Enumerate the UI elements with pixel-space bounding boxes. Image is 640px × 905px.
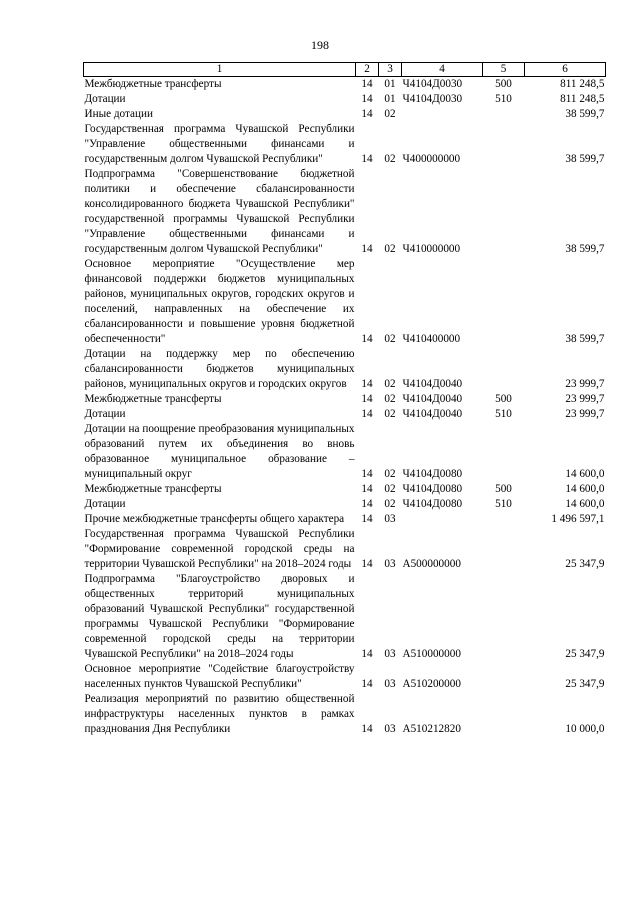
row-name: Подпрограмма "Совершенствование бюджетной политики и обеспечение сбалансированности консолидированного бюджета Чувашской Республики" государственной программы Чувашской Республики "Управление общественными финансами и государственным долгом Чувашской Республики" (84, 168, 355, 255)
row-amount: 38 599,7 (565, 243, 605, 255)
row-section: 03 (384, 648, 396, 660)
row-expense-type (483, 347, 525, 392)
row-target-article: Ч400000000 (402, 153, 461, 165)
row-chapter: 14 (361, 378, 373, 390)
row-target-article: Ч4104Д0030 (402, 78, 463, 90)
row-name: Государственная программа Чувашской Республики "Формирование современной городской среды на территории Чувашской Республики" на 2018–2024 годы (84, 528, 355, 570)
table-row (84, 512, 606, 527)
row-expense-type: 500 (495, 78, 512, 90)
row-target-article: Ч4104Д0080 (402, 498, 463, 510)
row-expense-type (483, 692, 525, 737)
row-chapter: 14 (361, 483, 373, 495)
row-expense-type (483, 527, 525, 572)
row-chapter: 14 (361, 333, 373, 345)
row-section: 02 (384, 393, 396, 405)
header-col-4: 4 (402, 63, 483, 77)
row-expense-type: 500 (495, 393, 512, 405)
table-row (84, 407, 606, 422)
row-amount: 811 248,5 (560, 93, 605, 105)
page-number: 198 (311, 38, 329, 52)
table-row (84, 347, 606, 392)
row-chapter: 14 (361, 243, 373, 255)
row-expense-type (483, 422, 525, 482)
row-amount: 25 347,9 (565, 678, 605, 690)
row-expense-type: 500 (495, 483, 512, 495)
row-name: Основное мероприятие "Осуществление мер финансовой поддержки бюджетов муниципальных районов, муниципальных округов, городских округов и поселений, направленных на обеспечение их сбалансированности и повышение уровня бюджетной обеспеченности" (84, 258, 355, 345)
row-name: Основное мероприятие "Содействие благоустройству населенных пунктов Чувашской Республики" (84, 663, 355, 690)
row-expense-type (483, 572, 525, 662)
row-target-article: А510000000 (402, 648, 461, 660)
row-name: Межбюджетные трансферты (84, 78, 222, 90)
row-section: 03 (384, 513, 396, 525)
row-expense-type: 510 (495, 498, 512, 510)
row-section: 01 (384, 93, 396, 105)
row-chapter: 14 (361, 393, 373, 405)
row-section: 02 (384, 108, 396, 120)
row-section: 03 (384, 558, 396, 570)
row-chapter: 14 (361, 108, 373, 120)
row-amount: 811 248,5 (560, 78, 605, 90)
row-expense-type (483, 257, 525, 347)
table-row (84, 107, 606, 122)
row-name: Дотации (84, 408, 126, 420)
row-section: 02 (384, 378, 396, 390)
row-target-article: Ч4104Д0080 (402, 483, 463, 495)
row-amount: 23 999,7 (565, 408, 605, 420)
row-target-article (402, 512, 483, 527)
table-row (84, 527, 606, 572)
row-amount: 38 599,7 (565, 333, 605, 345)
row-name: Прочие межбюджетные трансферты общего характера (84, 513, 345, 525)
row-target-article: Ч410000000 (402, 243, 461, 255)
row-target-article: Ч4104Д0040 (402, 408, 463, 420)
row-section: 02 (384, 333, 396, 345)
row-amount: 23 999,7 (565, 393, 605, 405)
table-row (84, 422, 606, 482)
row-amount: 38 599,7 (565, 108, 605, 120)
row-section: 03 (384, 678, 396, 690)
table-row (84, 167, 606, 257)
row-name: Реализация мероприятий по развитию общественной инфраструктуры населенных пунктов в рамках празднования Дня Республики (84, 693, 355, 735)
row-amount: 25 347,9 (565, 558, 605, 570)
row-chapter: 14 (361, 408, 373, 420)
row-chapter: 14 (361, 513, 373, 525)
row-amount: 14 600,0 (565, 498, 605, 510)
row-name: Подпрограмма "Благоустройство дворовых и общественных территорий муниципальных образований Чувашской Республики" государственной программы Чувашской Республики "Формирование современной городской среды на территории Чувашской Республики" на 2018–2024 годы (84, 573, 355, 660)
header-col-5: 5 (483, 63, 525, 77)
row-name: Дотации (84, 93, 126, 105)
row-target-article: А510212820 (402, 723, 461, 735)
row-section: 02 (384, 408, 396, 420)
table-row (84, 692, 606, 737)
row-amount: 14 600,0 (565, 468, 605, 480)
table-body (84, 77, 606, 738)
row-target-article: Ч4104Д0040 (402, 393, 463, 405)
table-row (84, 392, 606, 407)
table-row (84, 482, 606, 497)
row-chapter: 14 (361, 648, 373, 660)
row-target-article: Ч4104Д0080 (402, 468, 463, 480)
row-name: Дотации на поддержку мер по обеспечению сбалансированности бюджетов муниципальных районов, муниципальных округов и городских округов (84, 348, 355, 390)
row-amount: 23 999,7 (565, 378, 605, 390)
row-name: Дотации на поощрение преобразования муниципальных образований путем их объединения во вновь образованное муниципальное образование – муниципальный округ (84, 423, 355, 480)
row-expense-type (483, 122, 525, 167)
table-header-row (84, 63, 606, 77)
header-col-6: 6 (525, 63, 606, 77)
row-section: 03 (384, 723, 396, 735)
row-target-article: Ч410400000 (402, 333, 461, 345)
header-col-2: 2 (356, 63, 379, 77)
row-name: Иные дотации (84, 108, 153, 120)
row-expense-type: 510 (495, 93, 512, 105)
row-expense-type (483, 167, 525, 257)
row-chapter: 14 (361, 153, 373, 165)
budget-table (83, 62, 606, 737)
row-amount: 25 347,9 (565, 648, 605, 660)
row-section: 02 (384, 153, 396, 165)
table-row (84, 257, 606, 347)
row-name: Межбюджетные трансферты (84, 393, 222, 405)
row-section: 02 (384, 498, 396, 510)
table-row (84, 77, 606, 93)
header-col-3: 3 (379, 63, 402, 77)
row-expense-type (483, 512, 525, 527)
table-row (84, 662, 606, 692)
row-target-article (402, 107, 483, 122)
row-section: 02 (384, 243, 396, 255)
row-expense-type (483, 662, 525, 692)
row-expense-type: 510 (495, 408, 512, 420)
row-amount: 38 599,7 (565, 153, 605, 165)
row-chapter: 14 (361, 498, 373, 510)
row-section: 02 (384, 468, 396, 480)
row-name: Государственная программа Чувашской Республики "Управление общественными финансами и государственным долгом Чувашской Республики" (84, 123, 355, 165)
table-row (84, 122, 606, 167)
row-target-article: А500000000 (402, 558, 461, 570)
header-col-1: 1 (84, 63, 356, 77)
row-name: Межбюджетные трансферты (84, 483, 222, 495)
row-chapter: 14 (361, 93, 373, 105)
row-target-article: А510200000 (402, 678, 461, 690)
row-chapter: 14 (361, 558, 373, 570)
table-row (84, 497, 606, 512)
row-name: Дотации (84, 498, 126, 510)
table-row (84, 92, 606, 107)
row-target-article: Ч4104Д0030 (402, 93, 463, 105)
row-chapter: 14 (361, 78, 373, 90)
row-chapter: 14 (361, 723, 373, 735)
table-row (84, 572, 606, 662)
row-amount: 1 496 597,1 (551, 513, 605, 525)
row-chapter: 14 (361, 678, 373, 690)
row-section: 01 (384, 78, 396, 90)
row-amount: 10 000,0 (565, 723, 605, 735)
row-amount: 14 600,0 (565, 483, 605, 495)
row-chapter: 14 (361, 468, 373, 480)
row-target-article: Ч4104Д0040 (402, 378, 463, 390)
row-expense-type (483, 107, 525, 122)
row-section: 02 (384, 483, 396, 495)
